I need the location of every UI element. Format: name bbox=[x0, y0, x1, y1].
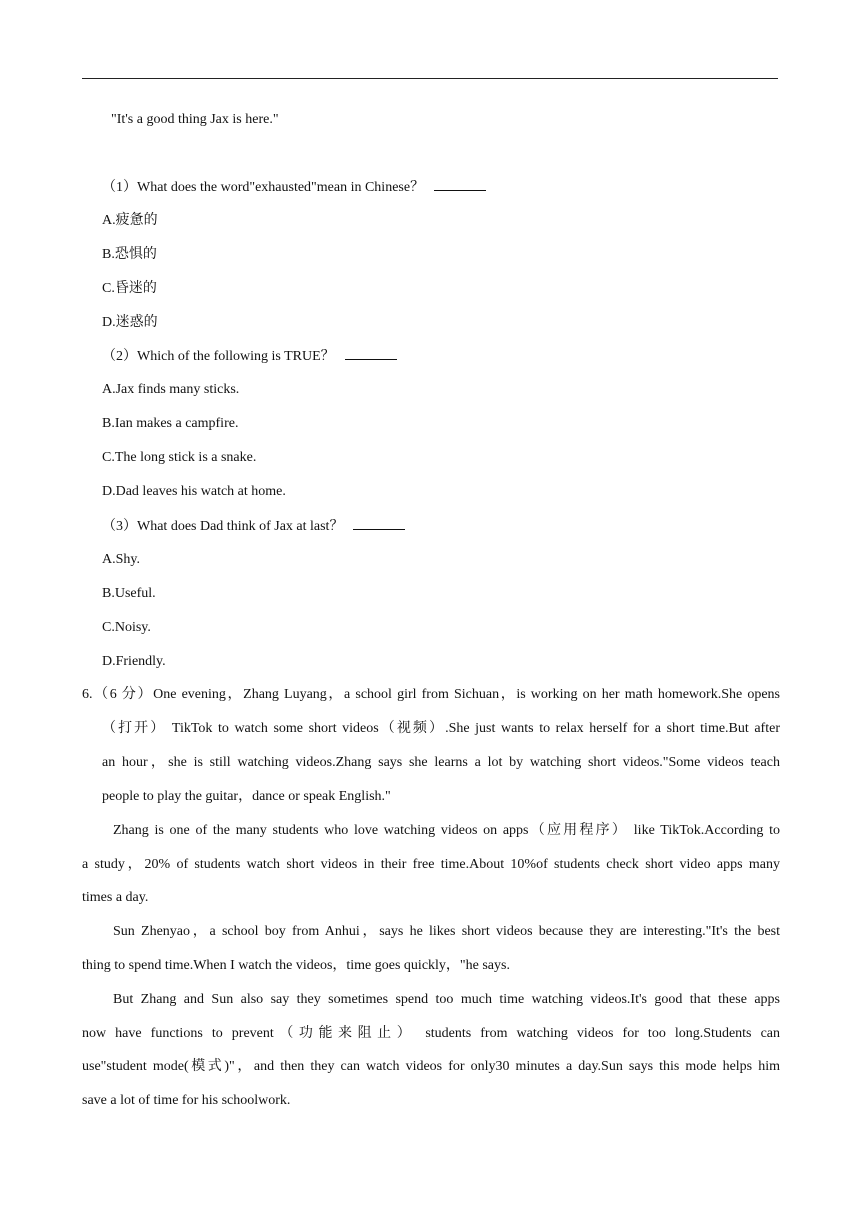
passage6-line-6: a study，20% of students watch short videos in their free time.About 10%of students check short video apps many bbox=[82, 857, 780, 872]
answer-blank-1[interactable] bbox=[434, 178, 486, 191]
passage6-line-13: save a lot of time for his schoolwork. bbox=[82, 1093, 291, 1108]
question-3-stem: （3）What does Dad think of Jax at last？ bbox=[102, 519, 344, 534]
question-3 bbox=[102, 517, 405, 536]
passage6-line-10: But Zhang and Sun also say they sometimes spend too much time watching videos.It's good that these apps bbox=[113, 992, 780, 1007]
q1-option-d: D.迷惑的 bbox=[102, 315, 158, 330]
question-1-stem: （1）What does the word"exhausted"mean in Chinese？ bbox=[102, 180, 425, 195]
passage6-line-12: use"student mode(模式)"，and then they can watch videos for only30 minutes a day.Sun says this mode helps him bbox=[82, 1059, 780, 1074]
passage6-line-2: （打开） TikTok to watch some short videos（视频）.She just wants to relax herself for a short time.But after bbox=[102, 721, 780, 736]
q3-option-d: D.Friendly. bbox=[102, 654, 166, 669]
q3-option-b: B.Useful. bbox=[102, 586, 156, 601]
passage6-line-9: thing to spend time.When I watch the videos，time goes quickly，"he says. bbox=[82, 958, 510, 973]
answer-blank-2[interactable] bbox=[345, 347, 397, 360]
question-2 bbox=[102, 347, 397, 366]
passage6-line-1: 6.（6 分）One evening，Zhang Luyang，a school girl from Sichuan，is working on her math homework.She opens bbox=[82, 687, 780, 702]
q2-option-a: A.Jax finds many sticks. bbox=[102, 382, 240, 397]
passage6-line-5: Zhang is one of the many students who love watching videos on apps（应用程序） like TikTok.According to bbox=[113, 823, 780, 838]
passage6-line-7: times a day. bbox=[82, 890, 149, 905]
q3-option-c: C.Noisy. bbox=[102, 620, 151, 635]
passage6-line-3: an hour，she is still watching videos.Zhang says she learns a lot by watching short videos."Some videos teach bbox=[102, 755, 780, 770]
answer-blank-3[interactable] bbox=[353, 517, 405, 530]
q2-option-b: B.Ian makes a campfire. bbox=[102, 416, 239, 431]
passage6-line-11: now have functions to prevent（功能来阻止） students from watching videos for too long.Students can bbox=[82, 1026, 780, 1041]
q3-option-a: A.Shy. bbox=[102, 552, 140, 567]
passage-closing-quote: "It's a good thing Jax is here." bbox=[111, 112, 279, 127]
question-1 bbox=[102, 178, 486, 197]
header-rule bbox=[82, 78, 778, 79]
q1-option-a: A.疲惫的 bbox=[102, 213, 158, 228]
question-2-stem: （2）Which of the following is TRUE？ bbox=[102, 349, 335, 364]
q2-option-c: C.The long stick is a snake. bbox=[102, 450, 257, 465]
q2-option-d: D.Dad leaves his watch at home. bbox=[102, 484, 286, 499]
q1-option-b: B.恐惧的 bbox=[102, 247, 157, 262]
q1-option-c: C.昏迷的 bbox=[102, 281, 157, 296]
passage6-line-8: Sun Zhenyao，a school boy from Anhui，says he likes short videos because they are interesting."It's the best bbox=[113, 924, 780, 939]
passage6-line-4: people to play the guitar，dance or speak English." bbox=[102, 789, 391, 804]
